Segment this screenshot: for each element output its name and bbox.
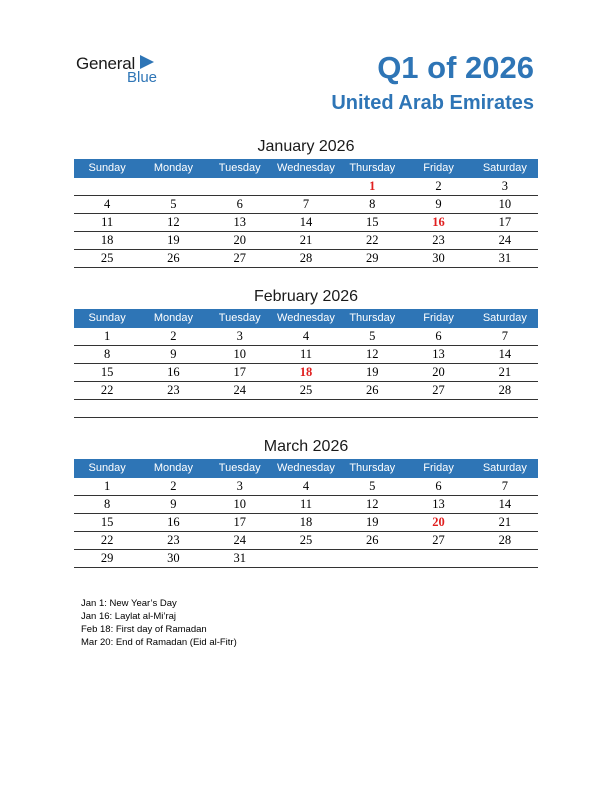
- day-cell: 12: [366, 497, 379, 511]
- day-cell: 26: [167, 251, 180, 265]
- day-cell: [405, 550, 471, 567]
- day-cell: 7: [501, 479, 508, 493]
- day-cell: [339, 400, 405, 417]
- day-cell: 2: [170, 329, 177, 343]
- day-cell: 25: [100, 251, 114, 265]
- day-cell: 7: [302, 197, 310, 211]
- weekday-saturday: Saturday: [482, 162, 527, 174]
- day-cell: 19: [366, 365, 379, 379]
- day-cell: 1: [104, 479, 111, 493]
- weekday-monday: Monday: [153, 312, 193, 324]
- day-cell: 8: [369, 197, 376, 211]
- day-cell: [74, 400, 140, 417]
- week-row: [74, 250, 538, 268]
- weekday-thursday: Thursday: [349, 312, 396, 324]
- day-cell: 3: [236, 479, 243, 493]
- week-row: [74, 328, 538, 346]
- weekday-wednesday: Wednesday: [277, 462, 335, 474]
- weekday-thursday: Thursday: [349, 162, 396, 174]
- holiday-note: Mar 20: End of Ramadan (Eid al-Fitr): [81, 637, 237, 648]
- day-cell: 16: [432, 215, 445, 229]
- day-cell: [74, 178, 140, 195]
- weekday-header: [74, 309, 538, 328]
- day-cell: 24: [233, 533, 246, 547]
- day-cell: 2: [170, 479, 177, 493]
- weekday-monday: Monday: [153, 162, 193, 174]
- day-cell: 28: [299, 251, 313, 265]
- day-cell: 5: [170, 197, 177, 211]
- day-cell: 25: [299, 383, 313, 397]
- day-cell: 3: [501, 179, 508, 193]
- day-cell: 24: [233, 383, 246, 397]
- weekday-friday: Friday: [423, 462, 454, 474]
- weekday-tuesday: Tuesday: [218, 312, 261, 324]
- day-cell: 23: [167, 383, 180, 397]
- page-subtitle: United Arab Emirates: [331, 92, 534, 114]
- day-cell: 12: [167, 215, 180, 229]
- day-cell: 16: [167, 365, 180, 379]
- day-cell: 24: [498, 233, 512, 247]
- holiday-note: Jan 1: New Year’s Day: [81, 598, 177, 609]
- day-cell: 9: [435, 197, 442, 211]
- day-cell: 14: [498, 497, 512, 511]
- day-cell: 5: [369, 479, 376, 493]
- weekday-tuesday: Tuesday: [218, 162, 261, 174]
- day-cell: 21: [498, 365, 512, 379]
- day-cell: 15: [100, 365, 114, 379]
- day-cell: 25: [299, 533, 313, 547]
- day-cell: 1: [369, 179, 376, 193]
- week-row: [74, 346, 538, 364]
- week-row: [74, 478, 538, 496]
- day-cell: 10: [233, 497, 246, 511]
- day-cell: 4: [104, 197, 111, 211]
- day-cell: [339, 550, 405, 567]
- day-cell: 14: [299, 215, 313, 229]
- day-cell: 6: [435, 329, 442, 343]
- weekday-header: [74, 159, 538, 178]
- week-row: [74, 364, 538, 382]
- logo-flag-icon: [140, 55, 154, 69]
- weekday-sunday: Sunday: [88, 162, 126, 174]
- week-row: [74, 178, 538, 196]
- day-cell: 14: [498, 347, 512, 361]
- week-row: [74, 514, 538, 532]
- day-cell: 28: [498, 383, 512, 397]
- day-cell: 9: [170, 347, 177, 361]
- month-grid: [74, 328, 538, 418]
- day-cell: 20: [432, 365, 445, 379]
- logo-text-general: General: [76, 54, 136, 73]
- day-cell: 18: [299, 515, 313, 529]
- day-cell: 7: [501, 329, 508, 343]
- day-cell: 2: [435, 179, 442, 193]
- day-cell: 26: [366, 533, 379, 547]
- day-cell: 29: [366, 251, 379, 265]
- month-grid: [74, 178, 538, 268]
- page-title: Q1 of 2026: [377, 50, 534, 85]
- logo: [76, 52, 176, 88]
- day-cell: 12: [366, 347, 379, 361]
- week-row: [74, 532, 538, 550]
- day-cell: 30: [167, 551, 180, 565]
- weekday-friday: Friday: [423, 162, 454, 174]
- weekday-wednesday: Wednesday: [277, 162, 335, 174]
- holiday-note: Feb 18: First day of Ramadan: [81, 624, 207, 635]
- week-row: [74, 496, 538, 514]
- day-cell: 4: [302, 329, 310, 343]
- day-cell: 3: [236, 329, 243, 343]
- day-cell: 11: [101, 215, 114, 229]
- day-cell: 9: [170, 497, 177, 511]
- day-cell: 10: [233, 347, 246, 361]
- day-cell: 28: [498, 533, 512, 547]
- day-cell: [207, 178, 273, 195]
- day-cell: 17: [233, 515, 246, 529]
- day-cell: 30: [432, 251, 445, 265]
- day-cell: 17: [233, 365, 246, 379]
- day-cell: 21: [498, 515, 512, 529]
- day-cell: [207, 400, 273, 417]
- day-cell: [273, 178, 339, 195]
- day-cell: 18: [100, 233, 114, 247]
- day-cell: 19: [167, 233, 180, 247]
- weekday-header: [74, 459, 538, 478]
- day-cell: [472, 400, 538, 417]
- day-cell: 13: [432, 347, 445, 361]
- weekday-saturday: Saturday: [482, 312, 527, 324]
- day-cell: 29: [100, 551, 114, 565]
- logo-text-blue: Blue: [127, 69, 158, 86]
- month-march: [74, 436, 538, 568]
- day-cell: 22: [366, 233, 379, 247]
- day-cell: 15: [100, 515, 114, 529]
- day-cell: [273, 400, 339, 417]
- month-title: February 2026: [253, 288, 359, 305]
- day-cell: [140, 178, 206, 195]
- day-cell: 26: [366, 383, 379, 397]
- day-cell: 8: [104, 497, 111, 511]
- day-cell: 11: [299, 347, 312, 361]
- weekday-monday: Monday: [153, 462, 193, 474]
- day-cell: 31: [498, 251, 512, 265]
- day-cell: 20: [432, 515, 445, 529]
- holiday-notes: [81, 597, 237, 649]
- day-cell: 27: [432, 533, 445, 547]
- day-cell: 18: [299, 365, 313, 379]
- day-cell: 23: [167, 533, 180, 547]
- day-cell: 4: [302, 479, 310, 493]
- day-cell: 19: [366, 515, 379, 529]
- day-cell: 27: [432, 383, 445, 397]
- day-cell: 13: [432, 497, 445, 511]
- day-cell: 1: [104, 329, 111, 343]
- week-row: [74, 550, 538, 568]
- day-cell: 8: [104, 347, 111, 361]
- week-row: [74, 196, 538, 214]
- day-cell: [472, 550, 538, 567]
- weekday-thursday: Thursday: [349, 462, 396, 474]
- day-cell: 15: [366, 215, 379, 229]
- day-cell: 16: [167, 515, 180, 529]
- day-cell: [140, 400, 206, 417]
- day-cell: 23: [432, 233, 445, 247]
- day-cell: 27: [233, 251, 246, 265]
- weekday-sunday: Sunday: [88, 462, 126, 474]
- weekday-friday: Friday: [423, 312, 454, 324]
- day-cell: 6: [435, 479, 442, 493]
- day-cell: 5: [369, 329, 376, 343]
- weekday-tuesday: Tuesday: [218, 462, 261, 474]
- day-cell: 21: [299, 233, 313, 247]
- day-cell: 31: [233, 551, 246, 565]
- month-grid: [74, 478, 538, 568]
- day-cell: 13: [233, 215, 246, 229]
- day-cell: 22: [100, 383, 114, 397]
- week-row: [74, 232, 538, 250]
- week-row: [74, 382, 538, 400]
- day-cell: [405, 400, 471, 417]
- month-february: [74, 286, 538, 418]
- day-cell: 20: [233, 233, 246, 247]
- day-cell: 17: [498, 215, 512, 229]
- weekday-saturday: Saturday: [482, 462, 527, 474]
- weekday-sunday: Sunday: [88, 312, 126, 324]
- holiday-note: Jan 16: Laylat al-Mi’raj: [81, 611, 177, 622]
- day-cell: 6: [236, 197, 243, 211]
- weekday-wednesday: Wednesday: [277, 312, 335, 324]
- month-title: March 2026: [263, 438, 349, 455]
- day-cell: 10: [498, 197, 512, 211]
- day-cell: 11: [299, 497, 312, 511]
- week-row: [74, 400, 538, 418]
- month-january: [74, 136, 538, 268]
- week-row: [74, 214, 538, 232]
- month-title: January 2026: [257, 138, 355, 155]
- day-cell: [273, 550, 339, 567]
- day-cell: 22: [100, 533, 114, 547]
